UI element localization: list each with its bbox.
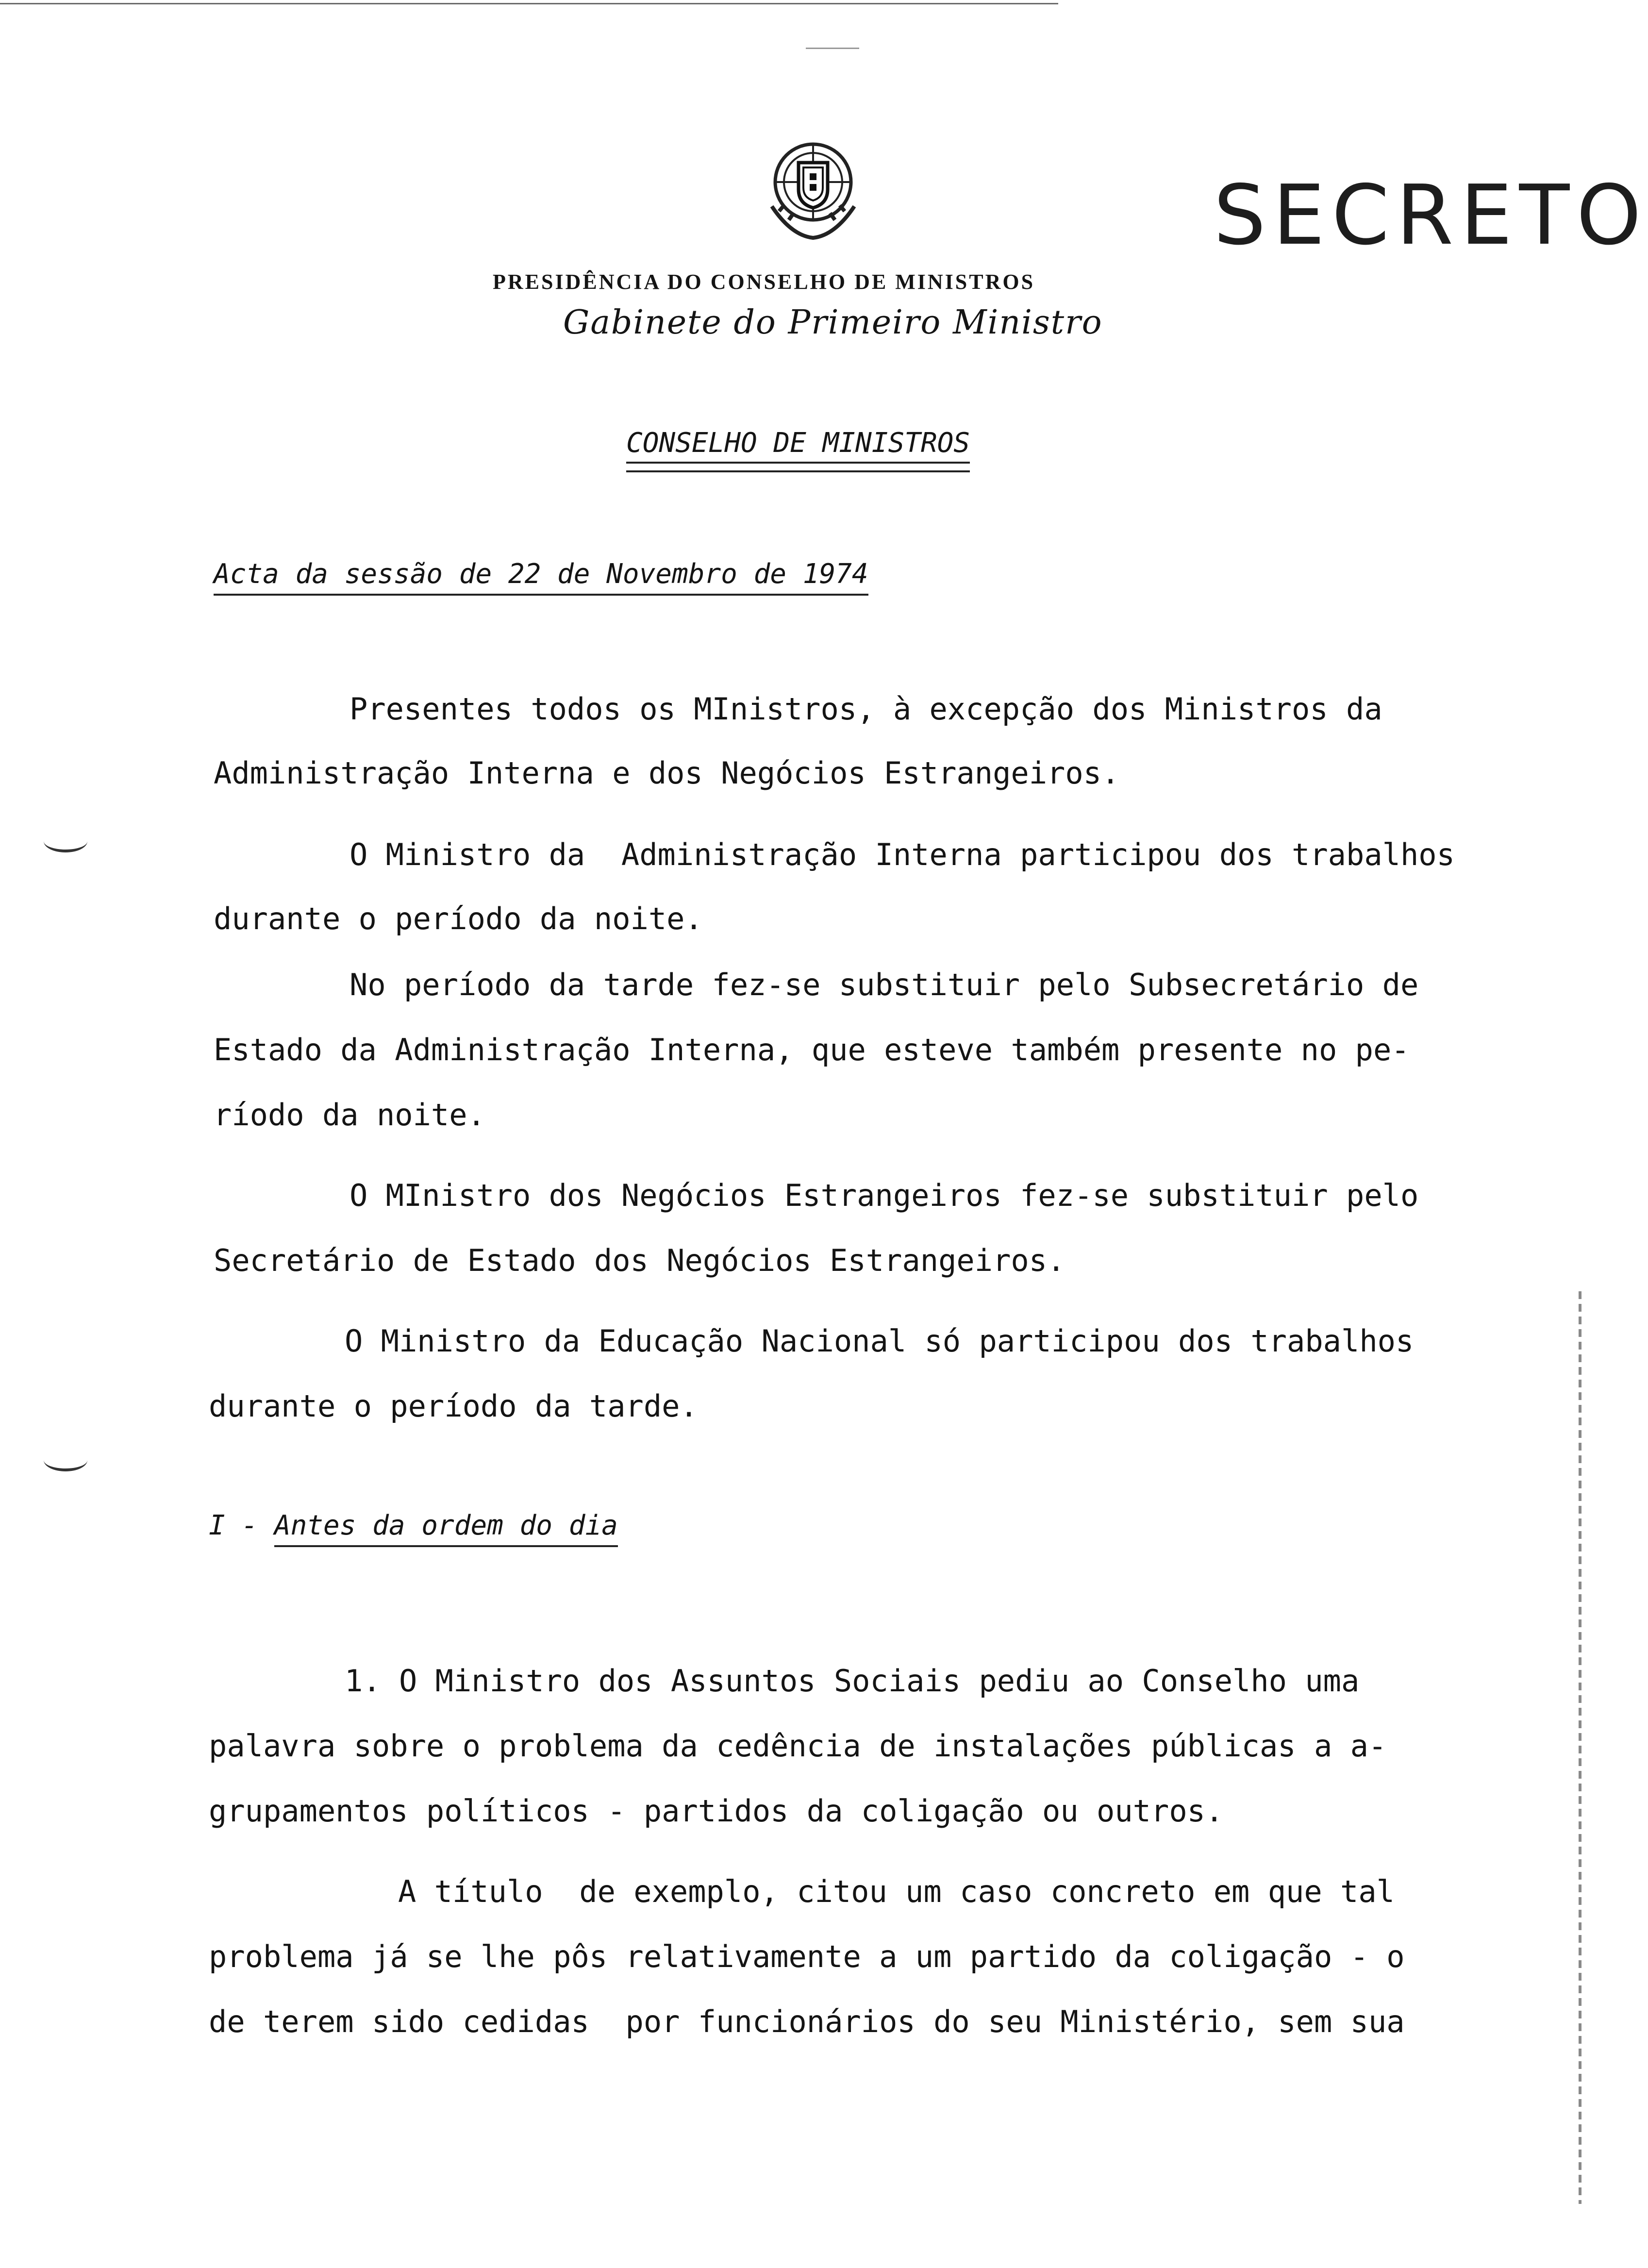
section-heading (209, 1510, 618, 1541)
body-line: Presentes todos os MInistros, à excepção dos Ministros da (350, 691, 1382, 727)
punch-mark (44, 830, 87, 852)
punch-mark (44, 1449, 87, 1471)
body-line: Administração Interna e dos Negócios Estrangeiros. (214, 755, 1120, 791)
body-line: No período da tarde fez-se substituir pelo Subsecretário de (350, 967, 1419, 1002)
scan-edge-line (0, 3, 1058, 4)
document-heading: CONSELHO DE MINISTROS (626, 427, 970, 464)
section-title: Antes da ordem do dia (274, 1510, 618, 1547)
body-line: durante o período da noite. (214, 901, 703, 936)
coat-of-arms-icon (752, 133, 874, 245)
body-line: O MInistro dos Negócios Estrangeiros fez-se substituir pelo (350, 1178, 1419, 1213)
body-line: grupamentos políticos - partidos da coligação ou outros. (209, 1793, 1224, 1829)
body-line: problema já se lhe pôs relativamente a um partido da coligação - o (209, 1939, 1405, 1974)
scan-right-edge (1579, 1291, 1581, 2204)
body-line: palavra sobre o problema da cedência de instalações públicas a a- (209, 1728, 1387, 1764)
session-title: Acta da sessão de 22 de Novembro de 1974 (214, 558, 868, 596)
body-line: durante o período da tarde. (209, 1388, 698, 1424)
body-line: de terem sido cedidas por funcionários do seu Ministério, sem sua (209, 2004, 1405, 2039)
body-line: O Ministro da Administração Interna participou dos trabalhos (350, 837, 1455, 872)
body-line: ríodo da noite. (214, 1097, 485, 1133)
body-line: 1. O Ministro dos Assuntos Sociais pediu ao Conselho uma (345, 1663, 1360, 1699)
section-number: I - (209, 1510, 274, 1541)
secret-stamp: SECRETO (1214, 167, 1648, 264)
scan-mark (806, 48, 859, 49)
office-name: Gabinete do Primeiro Ministro (563, 303, 1103, 342)
body-line: A título de exemplo, citou um caso concreto em que tal (398, 1874, 1395, 1909)
body-line: Estado da Administração Interna, que esteve também presente no pe- (214, 1032, 1410, 1067)
body-line: O Ministro da Educação Nacional só participou dos trabalhos (345, 1323, 1414, 1359)
institution-name: PRESIDÊNCIA DO CONSELHO DE MINISTROS (493, 270, 1035, 294)
body-line: Secretário de Estado dos Negócios Estrangeiros. (214, 1243, 1065, 1278)
